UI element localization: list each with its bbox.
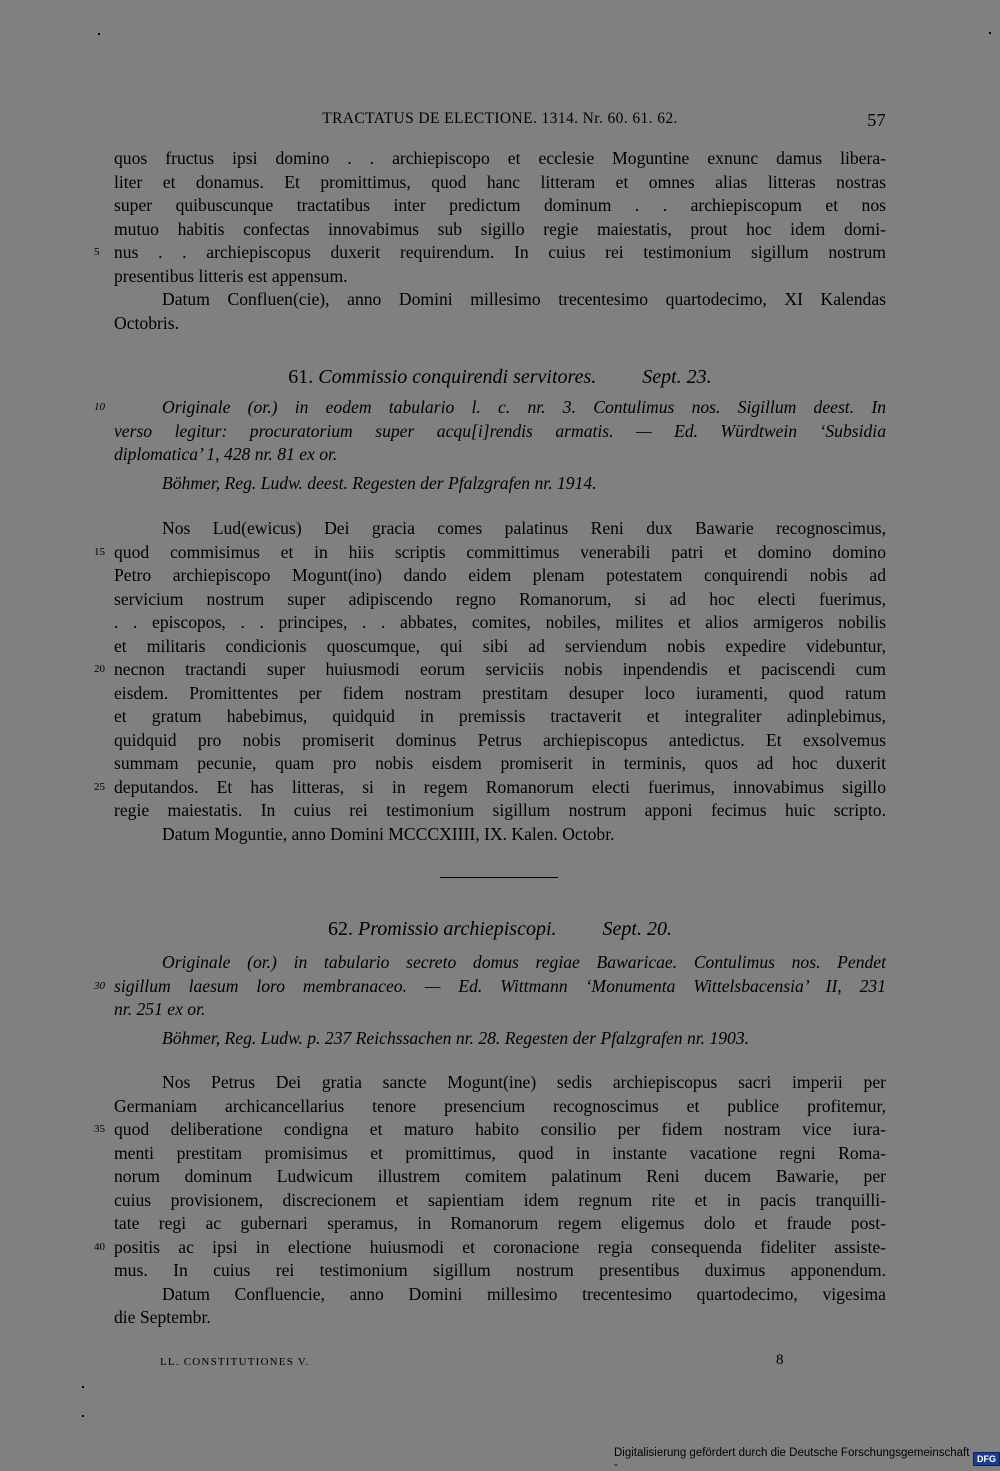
running-title: TRACTATUS DE ELECTIONE. 1314. Nr. 60. 61. 62.: [322, 110, 678, 127]
scan-speck: [82, 1415, 84, 1417]
text-line-text: Petro archiepiscopo Mogunt(ino) dando eidem plenam potestatem conquirendi nobis ad: [114, 565, 886, 585]
text-line-text: menti prestitam promisimus et promittimus, quod in instante vacatione regni Roma-: [114, 1142, 886, 1163]
text-line-text: Nos Petrus Dei gratia sancte Mogunt(ine) sedis archiepiscopus sacri imperii per: [162, 1072, 886, 1092]
text-line: [114, 611, 886, 635]
text-line-text: eisdem. Promittentes per fidem nostram prestitam desuper loco iuramenti, quod ratum: [114, 682, 886, 703]
apparatus-line: [114, 951, 886, 975]
text-line: [114, 1283, 886, 1307]
text-line: [114, 705, 886, 729]
apparatus-line-text: Originale (or.) in tabulario secreto domus regiae Bawaricae. Contulimus nos. Pendet: [162, 952, 886, 972]
doc62-title: Promissio archiepiscopi.: [358, 918, 557, 940]
apparatus-line-text: nr. 251 ex or.: [114, 999, 206, 1019]
line-number: 10: [94, 401, 105, 413]
apparatus-line: [114, 443, 886, 467]
doc62-apparatus: [94, 951, 886, 1022]
series-footer: LL. CONSTITUTIONES V.: [160, 1356, 310, 1368]
apparatus-line: [94, 975, 886, 999]
text-line: [94, 1236, 886, 1260]
text-line-text: quos fructus ipsi domino . . archiepiscopo et ecclesie Moguntine exnunc damus libera-: [114, 148, 886, 168]
text-line: [94, 241, 886, 265]
text-line: [114, 288, 886, 312]
text-line: [114, 752, 886, 776]
doc62-text: [94, 1071, 886, 1330]
text-line: [114, 588, 886, 612]
text-line-text: Datum Confluencie, anno Domini millesimo trecentesimo quartodecimo, vigesima: [162, 1283, 886, 1304]
text-line-text: quidquid pro nobis promiserit dominus Petrus archiepiscopus antedictus. Et exsolvemus: [114, 729, 886, 750]
apparatus-line: [94, 396, 886, 420]
text-line-text: mus. In cuius rei testimonium sigillum nostrum presentibus duximus apponendum.: [114, 1260, 886, 1280]
text-line-text: Datum Confluen(cie), anno Domini millesimo trecentesimo quartodecimo, XI Kalendas: [162, 289, 886, 309]
doc61-title: Commissio conquirendi servitores.: [318, 366, 597, 388]
text-line: [94, 776, 886, 800]
digitization-text: Digitalisierung gefördert durch die Deutsche Forschungsgemeinschaft -: [614, 1447, 970, 1471]
text-line: [114, 729, 886, 753]
running-header: [114, 110, 886, 136]
text-line: [114, 1165, 886, 1189]
text-line: [114, 1071, 886, 1095]
doc62-date: Sept. 20.: [602, 918, 672, 940]
continuation-text: [94, 147, 886, 335]
text-line-text: et militaris condicionis quoscumque, qui sibi ad serviendum nobis expedire videbuntur,: [114, 635, 886, 656]
text-line: [114, 635, 886, 659]
apparatus-line-text: sigillum laesum loro membranaceo. — Ed. Wittmann ‘Monumenta Wittelsbacensia’ II, 231: [114, 975, 886, 996]
line-number: 5: [94, 246, 100, 258]
text-line: [94, 1118, 886, 1142]
apparatus-line: [114, 998, 886, 1022]
doc62-regesta-block: [114, 1027, 886, 1051]
text-line: [114, 682, 886, 706]
doc61-regesta: Böhmer, Reg. Ludw. deest. Regesten der Pfalzgrafen nr. 1914.: [162, 473, 597, 493]
line-number: 20: [94, 663, 105, 675]
text-line: [114, 265, 886, 289]
text-line-text: positis ac ipsi in electione huiusmodi et coronacione regia consequenda fideliter assiste-: [114, 1236, 886, 1257]
line-number: 30: [94, 979, 105, 992]
text-line: [114, 823, 886, 847]
text-line-text: necnon tractandi super huiusmodi eorum serviciis nobis inpendendis et paciscendi cum: [114, 659, 886, 679]
text-line: [114, 799, 886, 823]
scan-speck: [98, 33, 100, 35]
text-line: [114, 147, 886, 171]
text-line: [114, 194, 886, 218]
text-line-text: die Septembr.: [114, 1307, 211, 1327]
text-line: [114, 1189, 886, 1213]
text-line-text: Germaniam archicancellarius tenore presencium recognoscimus et publice profitemur,: [114, 1095, 886, 1116]
apparatus-line: [114, 420, 886, 444]
text-line-text: quod deliberatione condigna et maturo habito consilio per fidem nostram vice iura-: [114, 1119, 886, 1139]
doc62-number: 62.: [328, 918, 354, 940]
text-line: [114, 1212, 886, 1236]
doc61-text: [94, 517, 886, 846]
text-line-text: super quibuscunque tractatibus inter predictum dominum . . archiepiscopum et nos: [114, 195, 886, 215]
text-line-text: mutuo habitis confectas innovabimus sub sigillo regie maiestatis, prout hoc idem domi-: [114, 218, 886, 239]
text-line-text: quod commisimus et in hiis scriptis committimus venerabili patri et domino domino: [114, 541, 886, 562]
doc61-number: 61.: [288, 366, 314, 388]
text-line-text: presentibus litteris est appensum.: [114, 265, 348, 286]
text-line: [114, 1095, 886, 1119]
doc61-apparatus: [94, 396, 886, 467]
text-line-text: nus . . archiepiscopus duxerit requirendum. In cuius rei testimonium sigillum nostrum: [114, 242, 886, 262]
line-number: 40: [94, 1240, 105, 1253]
apparatus-line-text: verso legitur: procuratorium super acqu[i]rendis armatis. — Ed. Würdtwein ‘Subsidia: [114, 420, 886, 441]
page-number: 57: [867, 110, 886, 130]
doc61-date: Sept. 23.: [642, 366, 712, 388]
sheet-signature: 8: [776, 1352, 784, 1368]
scan-speck: [82, 1386, 84, 1388]
doc62-heading: [114, 918, 886, 941]
text-line: [114, 171, 886, 195]
text-line: [94, 541, 886, 565]
text-line-text: liter et donamus. Et promittimus, quod hanc litteram et omnes alias litteras nostras: [114, 171, 886, 192]
text-line: [114, 312, 886, 336]
text-line: [114, 517, 886, 541]
text-line-text: et gratum habebimus, quidquid in premissis tractaverit et integraliter adinplebimus,: [114, 706, 886, 726]
text-line: [94, 658, 886, 682]
text-line-text: Octobris.: [114, 312, 179, 333]
text-line-text: servicium nostrum super adipiscendo regno Romanorum, si ad hoc electi fuerimus,: [114, 588, 886, 609]
text-line-text: norum dominum Ludwicum illustrem comitem palatinum Reni ducem Bawarie, per: [114, 1166, 886, 1186]
text-line: [114, 1259, 886, 1283]
doc62-regesta: Böhmer, Reg. Ludw. p. 237 Reichssachen nr. 28. Regesten der Pfalzgrafen nr. 1903.: [162, 1028, 750, 1048]
digitization-notice: [614, 1447, 1000, 1471]
apparatus-line-text: Originale (or.) in eodem tabulario l. c. nr. 3. Contulimus nos. Sigillum deest. In: [162, 397, 886, 417]
line-number: 15: [94, 545, 105, 558]
text-line-text: deputandos. Et has litteras, si in regem Romanorum electi fuerimus, innovabimus sigillo: [114, 776, 886, 797]
text-line-text: regie maiestatis. In cuius rei testimonium sigillum nostrum apponi fecimus huic scripto.: [114, 800, 886, 820]
text-line-text: . . episcopos, . . principes, . . abbates, comites, nobiles, milites et alios armigeros nobilis: [114, 612, 886, 632]
text-line: [114, 1306, 886, 1330]
scan-speck: [989, 32, 991, 34]
apparatus-line-text: diplomatica’ 1, 428 nr. 81 ex or.: [114, 444, 338, 464]
text-line: [114, 218, 886, 242]
text-line: [114, 564, 886, 588]
text-line-text: cuius provisionem, discrecionem et sapientiam idem regnum rite et in pacis tranquilli-: [114, 1189, 886, 1210]
section-divider: [440, 877, 558, 878]
line-number: 35: [94, 1123, 105, 1135]
text-line: [114, 1142, 886, 1166]
line-number: 25: [94, 780, 105, 793]
doc61-heading: [114, 366, 886, 389]
dfg-logo: DFG: [973, 1452, 1000, 1466]
text-line-text: summam pecunie, quam pro nobis eisdem promiserit in terminis, quos ad hoc duxerit: [114, 753, 886, 773]
text-line-text: Nos Lud(ewicus) Dei gracia comes palatinus Reni dux Bawarie recognoscimus,: [162, 518, 886, 538]
text-line-text: tate regi ac gubernari speramus, in Romanorum regem eligemus dolo et fraude post-: [114, 1213, 886, 1233]
doc61-regesta-block: [114, 472, 886, 496]
text-line-text: Datum Moguntie, anno Domini MCCCXIIII, IX. Kalen. Octobr.: [162, 823, 615, 844]
